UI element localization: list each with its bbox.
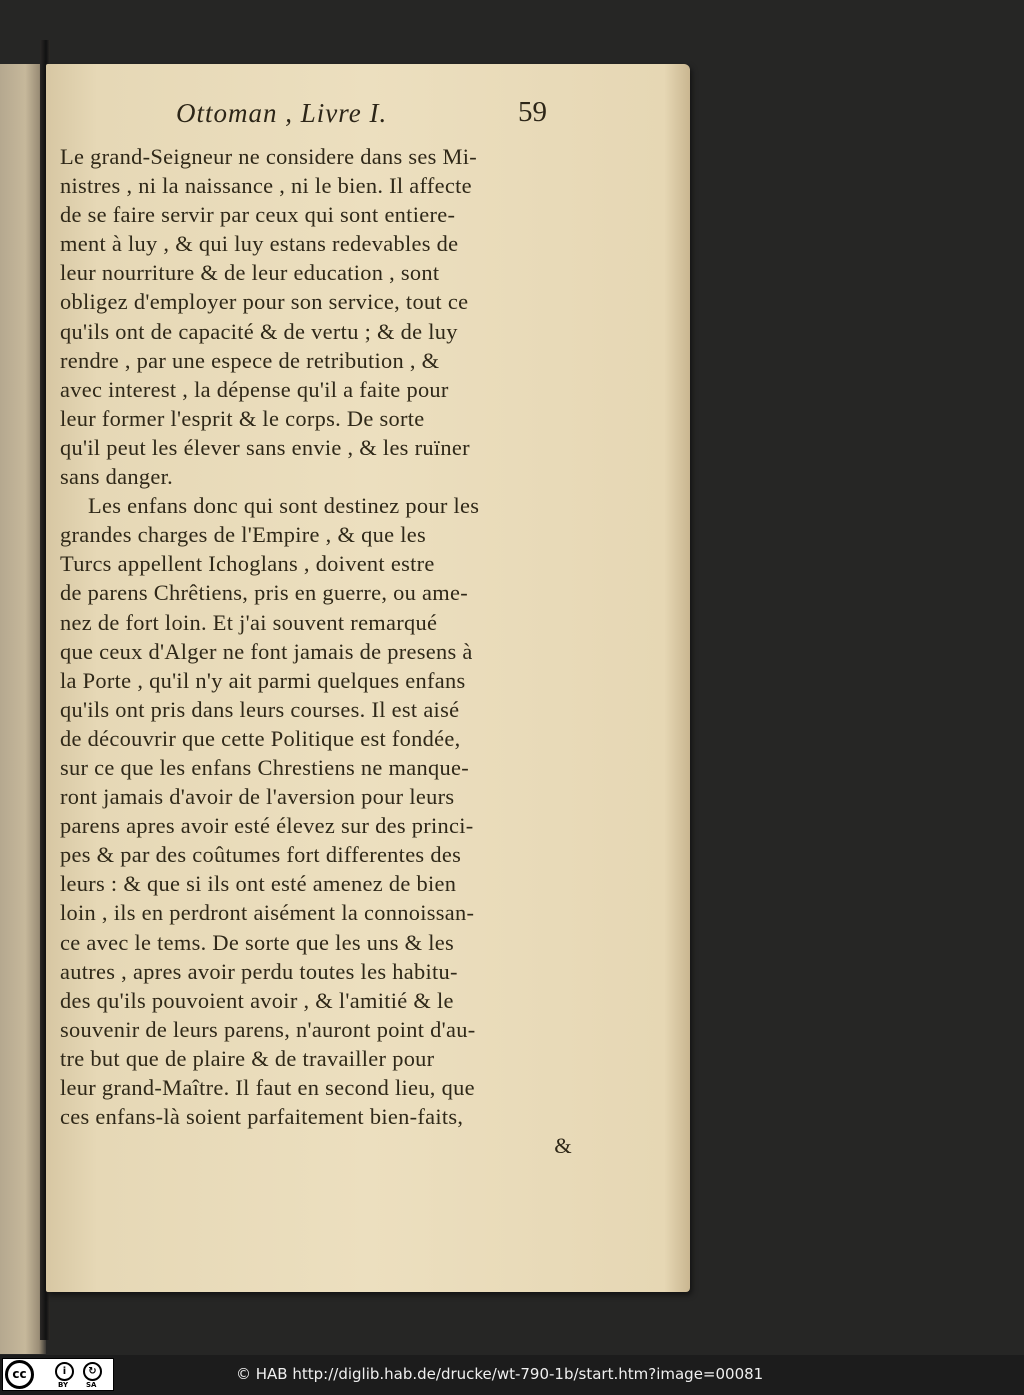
text-line: autres , apres avoir perdu toutes les habitu- (60, 958, 458, 984)
running-head-title: Ottoman , Livre I. (176, 98, 388, 128)
share-alike-icon: ↻ (83, 1362, 102, 1381)
text-line: tre but que de plaire & de travailler pour (60, 1045, 435, 1071)
running-head (60, 98, 650, 142)
text-line: ront jamais d'avoir de l'aversion pour leurs (60, 784, 455, 810)
text-line: nez de fort loin. Et j'ai souvent remarqué (60, 609, 438, 635)
text-line: grandes charges de l'Empire , & que les (60, 522, 426, 548)
catchword: & (554, 1133, 572, 1159)
text-line: de parens Chrêtiens, pris en guerre, ou ame- (60, 580, 468, 606)
creative-commons-by-sa-icon[interactable] (2, 1358, 114, 1391)
text-line: parens apres avoir esté élevez sur des princi- (60, 813, 474, 839)
attribution-person-icon: i (55, 1362, 74, 1381)
text-line: nistres , ni la naissance , ni le bien. Il affecte (60, 173, 472, 199)
text-line: la Porte , qu'il n'y ait parmi quelques enfans (60, 667, 466, 693)
text-line: leurs : & que si ils ont esté amenez de bien (60, 871, 457, 897)
by-label: BY (58, 1381, 69, 1389)
text-line: Le grand-Seigneur ne considere dans ses Mi- (60, 144, 478, 169)
text-line: rendre , par une espece de retribution , & (60, 347, 440, 373)
text-line: leur grand-Maître. Il faut en second lieu, que (60, 1075, 475, 1100)
text-line: ce avec le tems. De sorte que les uns & les (60, 929, 455, 955)
text-line: Turcs appellent Ichoglans , doivent estre (60, 551, 435, 577)
text-line: leur former l'esprit & le corps. De sorte (60, 405, 425, 431)
text-line: qu'ils ont pris dans leurs courses. Il est aisé (60, 696, 460, 722)
text-line: Les enfans donc qui sont destinez pour les (88, 493, 480, 519)
text-line: sur ce que les enfans Chrestiens ne manque- (60, 754, 469, 780)
book-page (46, 64, 690, 1292)
text-line: que ceux d'Alger ne font jamais de presens à (60, 638, 473, 664)
text-line: pes & par des coûtumes fort differentes des (60, 842, 462, 868)
text-line: sans danger. (60, 464, 174, 490)
text-line: avec interest , la dépense qu'il a faite pour (60, 376, 449, 402)
page-content (60, 98, 650, 1160)
text-line: loin , ils en perdront aisément la connoissan- (60, 900, 475, 926)
attribution-link[interactable]: © HAB http://diglib.hab.de/drucke/wt-790-1b/start.htm?image=00081 (236, 1365, 764, 1383)
text-line: qu'il peut les élever sans envie , & les ruïner (60, 434, 470, 460)
sa-label: SA (86, 1381, 97, 1389)
text-line: de se faire servir par ceux qui sont entiere- (60, 202, 456, 228)
text-line: ment à luy , & qui luy estans redevables de (60, 231, 459, 257)
text-line: ces enfans-là soient parfaitement bien-faits, (60, 1104, 464, 1130)
text-line: de découvrir que cette Politique est fondée, (60, 725, 461, 751)
page-number: 59 (518, 96, 547, 128)
text-line: souvenir de leurs parens, n'auront point d'au- (60, 1016, 476, 1042)
text-line: leur nourriture & de leur education , sont (60, 260, 440, 286)
text-line: des qu'ils pouvoient avoir , & l'amitié & le (60, 987, 454, 1013)
text-line: qu'ils ont de capacité & de vertu ; & de luy (60, 318, 458, 344)
cc-icon: cc (5, 1360, 34, 1389)
footer-bar (0, 1355, 1024, 1395)
text-line: obligez d'employer pour son service, tout ce (60, 289, 469, 315)
body-text (60, 142, 650, 1131)
